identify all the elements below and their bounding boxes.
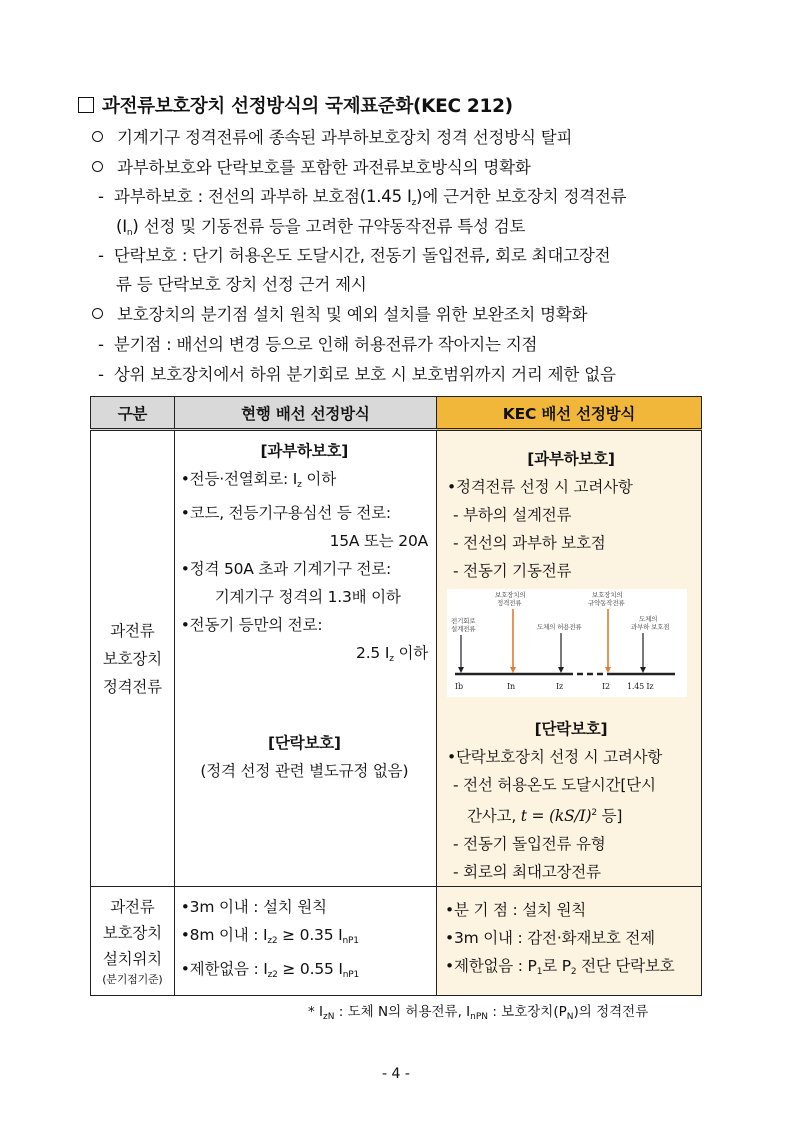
bullet-item: 과부하보호와 단락보호를 포함한 과전류보호방식의 명확화 <box>92 154 531 178</box>
label-ib-1: 전기회로 <box>451 617 476 625</box>
tick-i2: I2 <box>602 682 610 691</box>
tick-in: In <box>507 682 515 691</box>
circle-bullet-icon <box>92 161 103 172</box>
row-label-rating: 과전류 보호장치 정격전류 <box>91 430 175 887</box>
label-i2-2: 규약동작전류 <box>588 599 625 607</box>
footnote: * $I_{zN}$ : 도체 N의 허용전류, $I_{nPN}$ : 보호장치$(P_N)$의 정격전류 <box>308 1004 649 1022</box>
label-145-2: 과부하 보호점 <box>631 623 670 631</box>
kec-location-cell: •분 기 점 : 설치 원칙 •3m 이내 : 감전·화재보호 전제 •제한없음 : P1로 P2 전단 단락보호 <box>437 887 702 996</box>
tick-145: 1.45 Iz <box>627 682 654 691</box>
kec-rating-cell: [과부하보호] •정격전류 선정 시 고려사항 - 부하의 설계전류 - 전선의 과부하 보호점 - 전동기 기동전류 전기회로 설계전류 보호장치의 정격전류 도체의 허용전류 보호장치의 규약동작전류 도체의 과부하 보호점 Ib In Iz I2 1.45 Iz [단락보호] •단락보호장치 선정 시 고려사항 - 전선 허용온도 도달시간[단시 간사고, $t = (kS/I)^2$ 등] - 전동기 돌입전류 유형 - 회로의 최대고장전류 <box>437 430 702 887</box>
header-kec: KEC 배선 선정방식 <box>437 397 702 430</box>
label-iz: 도체의 허용전류 <box>537 623 582 631</box>
dash-item-cont: (In) 선정 및 기동전류 등을 고려한 규약동작전류 특성 검토 <box>116 217 526 238</box>
dash-item: - 단락보호 : 단기 허용온도 도달시간, 전동기 돌입전류, 회로 최대고장전 <box>98 246 611 265</box>
current-location-cell: •3m 이내 : 설치 원칙 •8m 이내 : Iz2 ≥ 0.35 InP1 •제한없음 : Iz2 ≥ 0.55 InP1 <box>174 887 436 996</box>
table-row-rating <box>91 430 702 887</box>
label-i2-1: 보호장치의 <box>592 591 623 599</box>
page-number: - 4 - <box>382 1066 410 1082</box>
checkbox-square-icon <box>78 97 94 113</box>
header-category: 구분 <box>91 397 175 430</box>
current-relation-diagram <box>447 589 687 697</box>
header-current: 현행 배선 선정방식 <box>174 397 436 430</box>
bullet-item: 기계기구 정격전류에 종속된 과부하보호장치 정격 선정방식 탈피 <box>92 124 572 148</box>
dash-item: - 상위 보호장치에서 하위 분기회로 보호 시 보호범위까지 거리 제한 없음 <box>98 365 616 384</box>
tick-ib: Ib <box>455 682 463 691</box>
current-rating-cell: [과부하보호] •전등·전열회로: Iz 이하 •코드, 전등기구용심선 등 전로: 15A 또는 20A •정격 50A 초과 기계기구 전로: 기계기구 정격의 1.3배 이하 •전동기 등만의 전로: 2.5 Iz 이하 [단락보호] (정격 선정 관련 별도규정 없음) <box>174 430 436 887</box>
section-title: 과전류보호장치 선정방식의 국제표준화(KEC 212) <box>78 92 513 118</box>
tick-iz: Iz <box>556 682 563 691</box>
label-in-1: 보호장치의 <box>495 591 526 599</box>
dash-item: - 과부하보호 : 전선의 과부하 보호점(1.45 Iz)에 근거한 보호장치 정격전류 <box>98 187 627 208</box>
dash-item: - 분기점 : 배선의 변경 등으로 인해 허용전류가 작아지는 지점 <box>98 335 538 354</box>
circle-bullet-icon <box>92 308 103 319</box>
label-ib-2: 설계전류 <box>451 625 476 633</box>
comparison-table <box>90 396 702 996</box>
label-in-2: 정격전류 <box>497 599 522 607</box>
table-header-row <box>91 397 702 430</box>
row-label-location: 과전류 보호장치 설치위치 (분기점기준) <box>91 887 175 996</box>
circle-bullet-icon <box>92 131 103 142</box>
bullet-item: 보호장치의 분기점 설치 원칙 및 예외 설치를 위한 보완조치 명확화 <box>92 301 587 325</box>
label-145-1: 도체의 <box>639 615 658 623</box>
dash-item-cont: 류 등 단락보호 장치 선정 근거 제시 <box>116 275 367 294</box>
table-row-location <box>91 887 702 996</box>
